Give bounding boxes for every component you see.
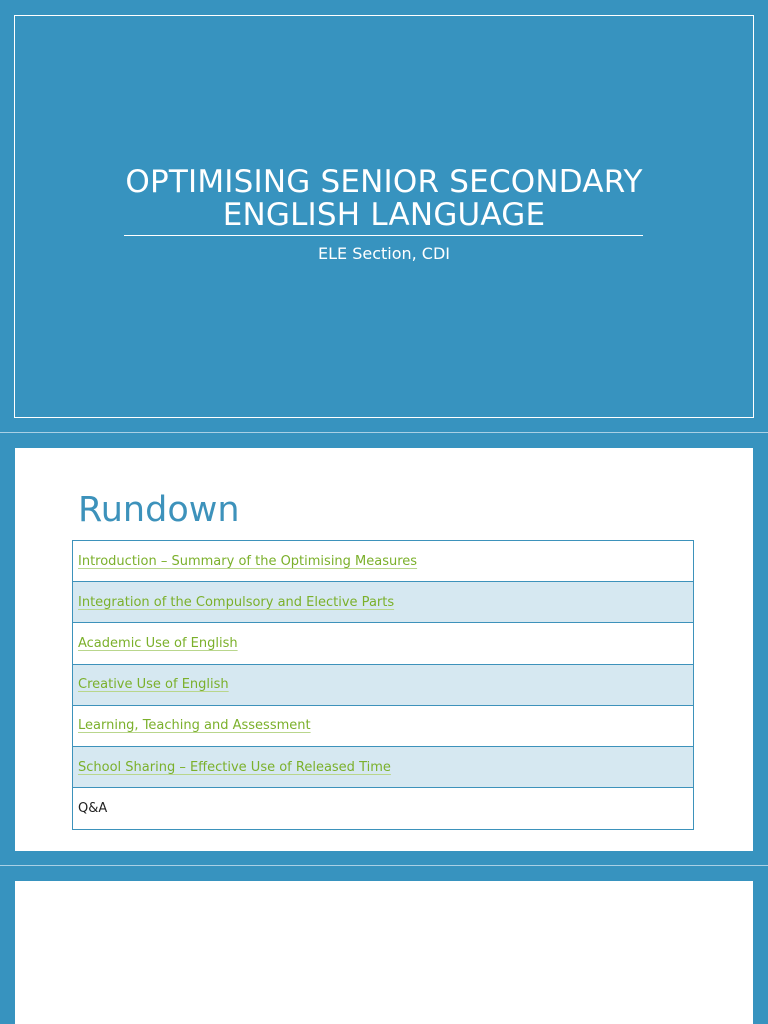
rundown-link-academic-use[interactable]: Academic Use of English bbox=[78, 635, 238, 651]
slide-separator bbox=[0, 432, 768, 433]
title-line-1: OPTIMISING SENIOR SECONDARY bbox=[125, 164, 643, 200]
table-row bbox=[73, 541, 693, 582]
rundown-link-integration[interactable]: Integration of the Compulsory and Elective Parts bbox=[78, 594, 395, 610]
title-slide bbox=[0, 0, 768, 432]
table-row bbox=[73, 706, 693, 747]
rundown-link-introduction[interactable]: Introduction – Summary of the Optimising Measures bbox=[78, 553, 418, 569]
table-row bbox=[73, 582, 693, 623]
rundown-link-creative-use[interactable]: Creative Use of English bbox=[78, 677, 229, 693]
rundown-slide bbox=[15, 448, 753, 851]
table-row bbox=[73, 747, 693, 788]
rundown-item-qa: Q&A bbox=[78, 801, 108, 817]
rundown-link-learning-teaching[interactable]: Learning, Teaching and Assessment bbox=[78, 718, 311, 734]
title-underline-divider bbox=[124, 235, 643, 236]
next-slide bbox=[15, 881, 753, 1024]
slide-separator bbox=[0, 865, 768, 866]
table-row bbox=[73, 788, 693, 829]
rundown-link-school-sharing[interactable]: School Sharing – Effective Use of Released Time bbox=[78, 759, 391, 775]
table-row bbox=[73, 665, 693, 706]
table-row bbox=[73, 623, 693, 664]
presentation-title bbox=[0, 166, 768, 232]
rundown-table bbox=[72, 540, 694, 830]
title-line-2: ENGLISH LANGUAGE bbox=[222, 197, 546, 233]
presentation-subtitle: ELE Section, CDI bbox=[317, 244, 451, 263]
rundown-heading: Rundown bbox=[78, 490, 240, 530]
